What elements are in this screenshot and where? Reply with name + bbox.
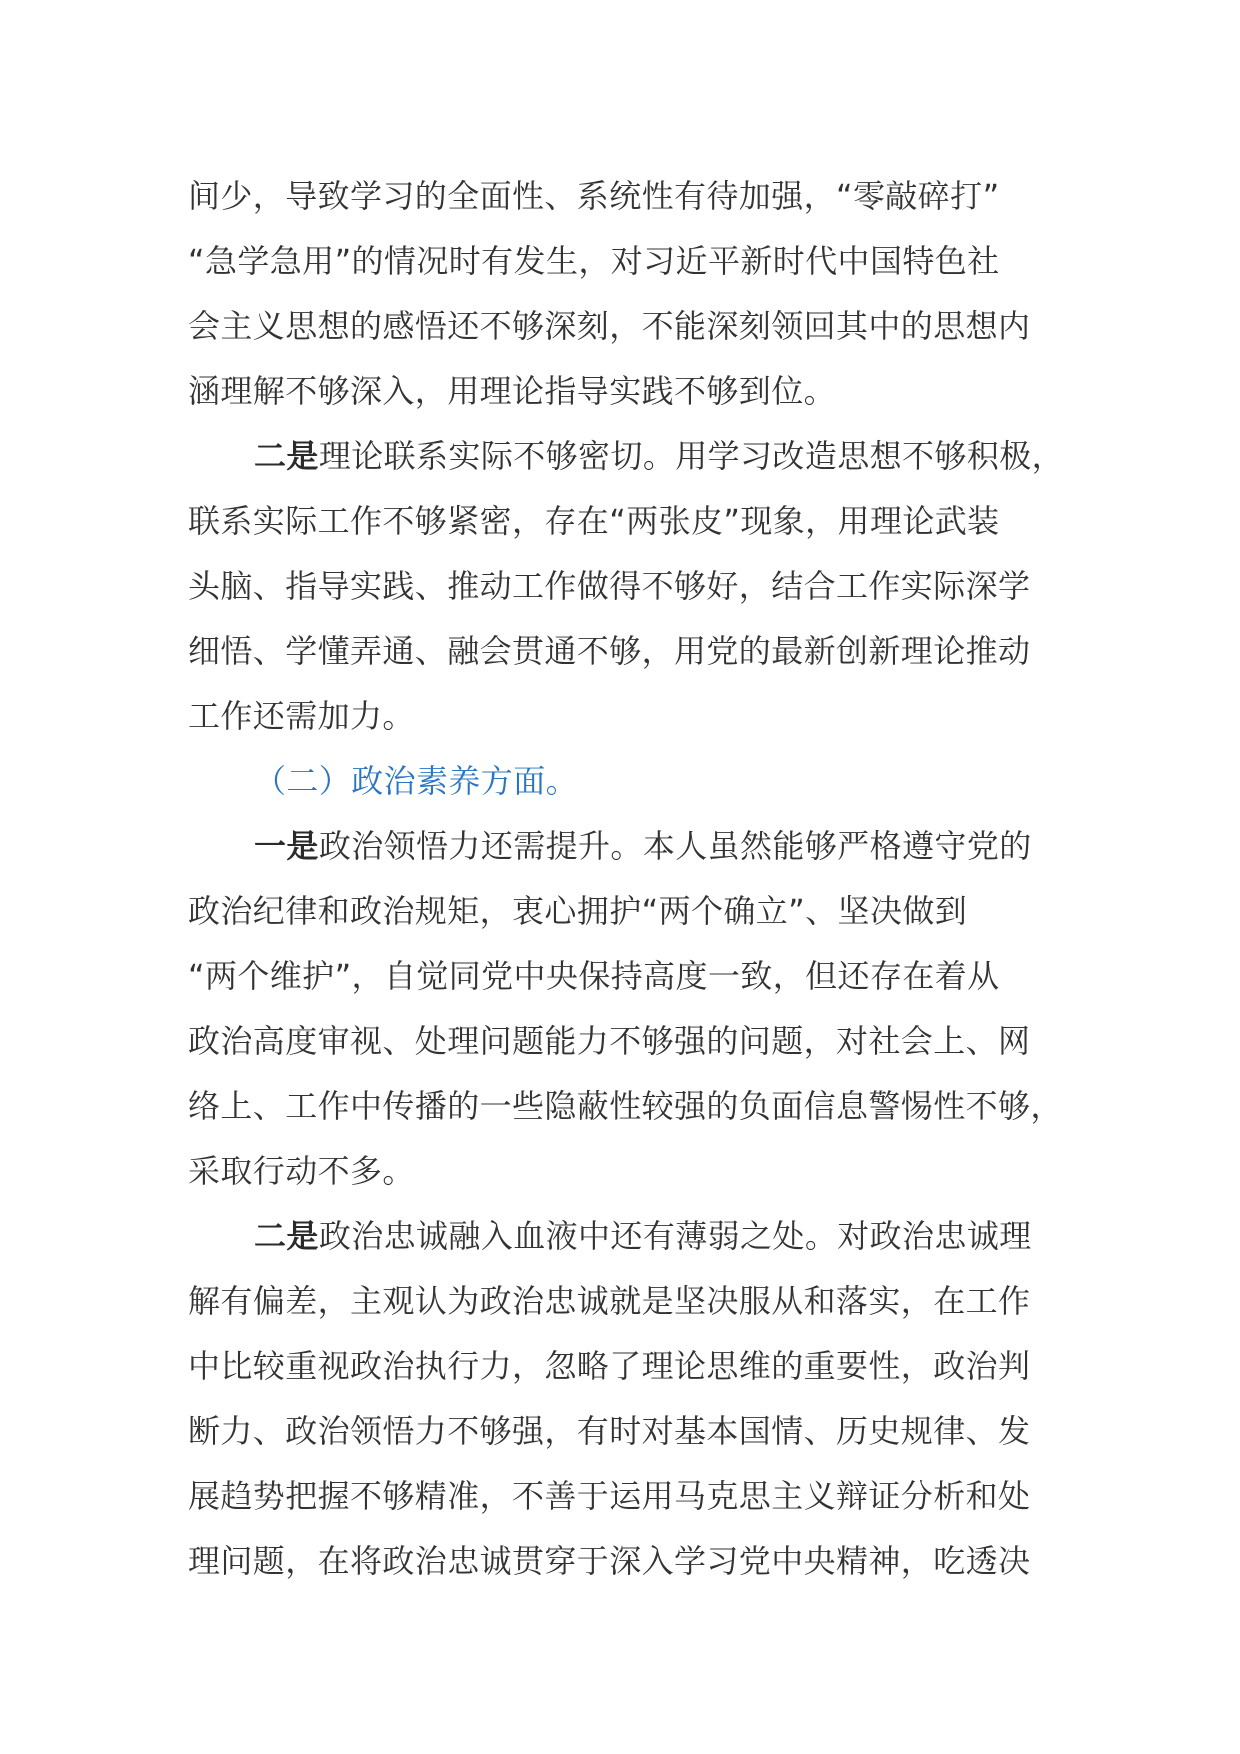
- paragraph-continuation: [188, 164, 1088, 424]
- paragraph-lead: 二是: [254, 1217, 319, 1255]
- paragraph-lead: 二是: [254, 437, 319, 475]
- paragraph-line-text: 政治领悟力还需提升。本人虽然能够严格遵守党的: [318, 827, 1032, 865]
- paragraph-political-loyalty: [188, 1204, 1088, 1594]
- paragraph-line: 中比较重视政治执行力，忽略了理论思维的重要性，政治判: [188, 1347, 1031, 1385]
- paragraph-line: 断力、政治领悟力不够强，有时对基本国情、历史规律、发: [188, 1412, 1031, 1450]
- paragraph-line: 间少，导致学习的全面性、系统性有待加强，“零敲碎打”: [188, 177, 1000, 215]
- paragraph-line: 联系实际工作不够紧密，存在“两张皮”现象，用理论武装: [188, 502, 1000, 540]
- paragraph-line: 涵理解不够深入，用理论指导实践不够到位。: [188, 372, 837, 410]
- paragraph-line: 政治纪律和政治规矩，衷心拥护“两个确立”、坚决做到: [188, 892, 968, 930]
- paragraph-line: 会主义思想的感悟还不够深刻，不能深刻领回其中的思想内: [188, 307, 1031, 345]
- document-body: [188, 164, 1088, 1594]
- section-heading: （二）政治素养方面。: [254, 762, 579, 800]
- paragraph-line: 政治高度审视、处理问题能力不够强的问题，对社会上、网: [188, 1022, 1031, 1060]
- paragraph-line: “两个维护”，自觉同党中央保持高度一致，但还存在着从: [188, 957, 1000, 995]
- paragraph-line: 头脑、指导实践、推动工作做得不够好，结合工作实际深学: [188, 567, 1031, 605]
- paragraph-first-line: [188, 424, 1088, 489]
- paragraph-theory-practice: [188, 424, 1088, 749]
- paragraph-line: 解有偏差，主观认为政治忠诚就是坚决服从和落实，在工作: [188, 1282, 1031, 1320]
- paragraph-line: 络上、工作中传播的一些隐蔽性较强的负面信息警惕性不够，: [188, 1087, 1063, 1125]
- paragraph-first-line: [188, 1204, 1088, 1269]
- paragraph-political-insight: [188, 814, 1088, 1204]
- paragraph-first-line: [188, 814, 1088, 879]
- paragraph-line: 工作还需加力。: [188, 697, 415, 735]
- paragraph-lead: 一是: [254, 827, 319, 865]
- paragraph-line: 采取行动不多。: [188, 1152, 415, 1190]
- paragraph-line-text: 政治忠诚融入血液中还有薄弱之处。对政治忠诚理: [318, 1217, 1032, 1255]
- paragraph-line-text: 理论联系实际不够密切。用学习改造思想不够积极，: [318, 437, 1065, 475]
- paragraph-line: “急学急用”的情况时有发生，对习近平新时代中国特色社: [188, 242, 1000, 280]
- paragraph-line: 理问题，在将政治忠诚贯穿于深入学习党中央精神，吃透决: [188, 1542, 1031, 1580]
- paragraph-line: 细悟、学懂弄通、融会贯通不够，用党的最新创新理论推动: [188, 632, 1031, 670]
- paragraph-line: 展趋势把握不够精准，不善于运用马克思主义辩证分析和处: [188, 1477, 1031, 1515]
